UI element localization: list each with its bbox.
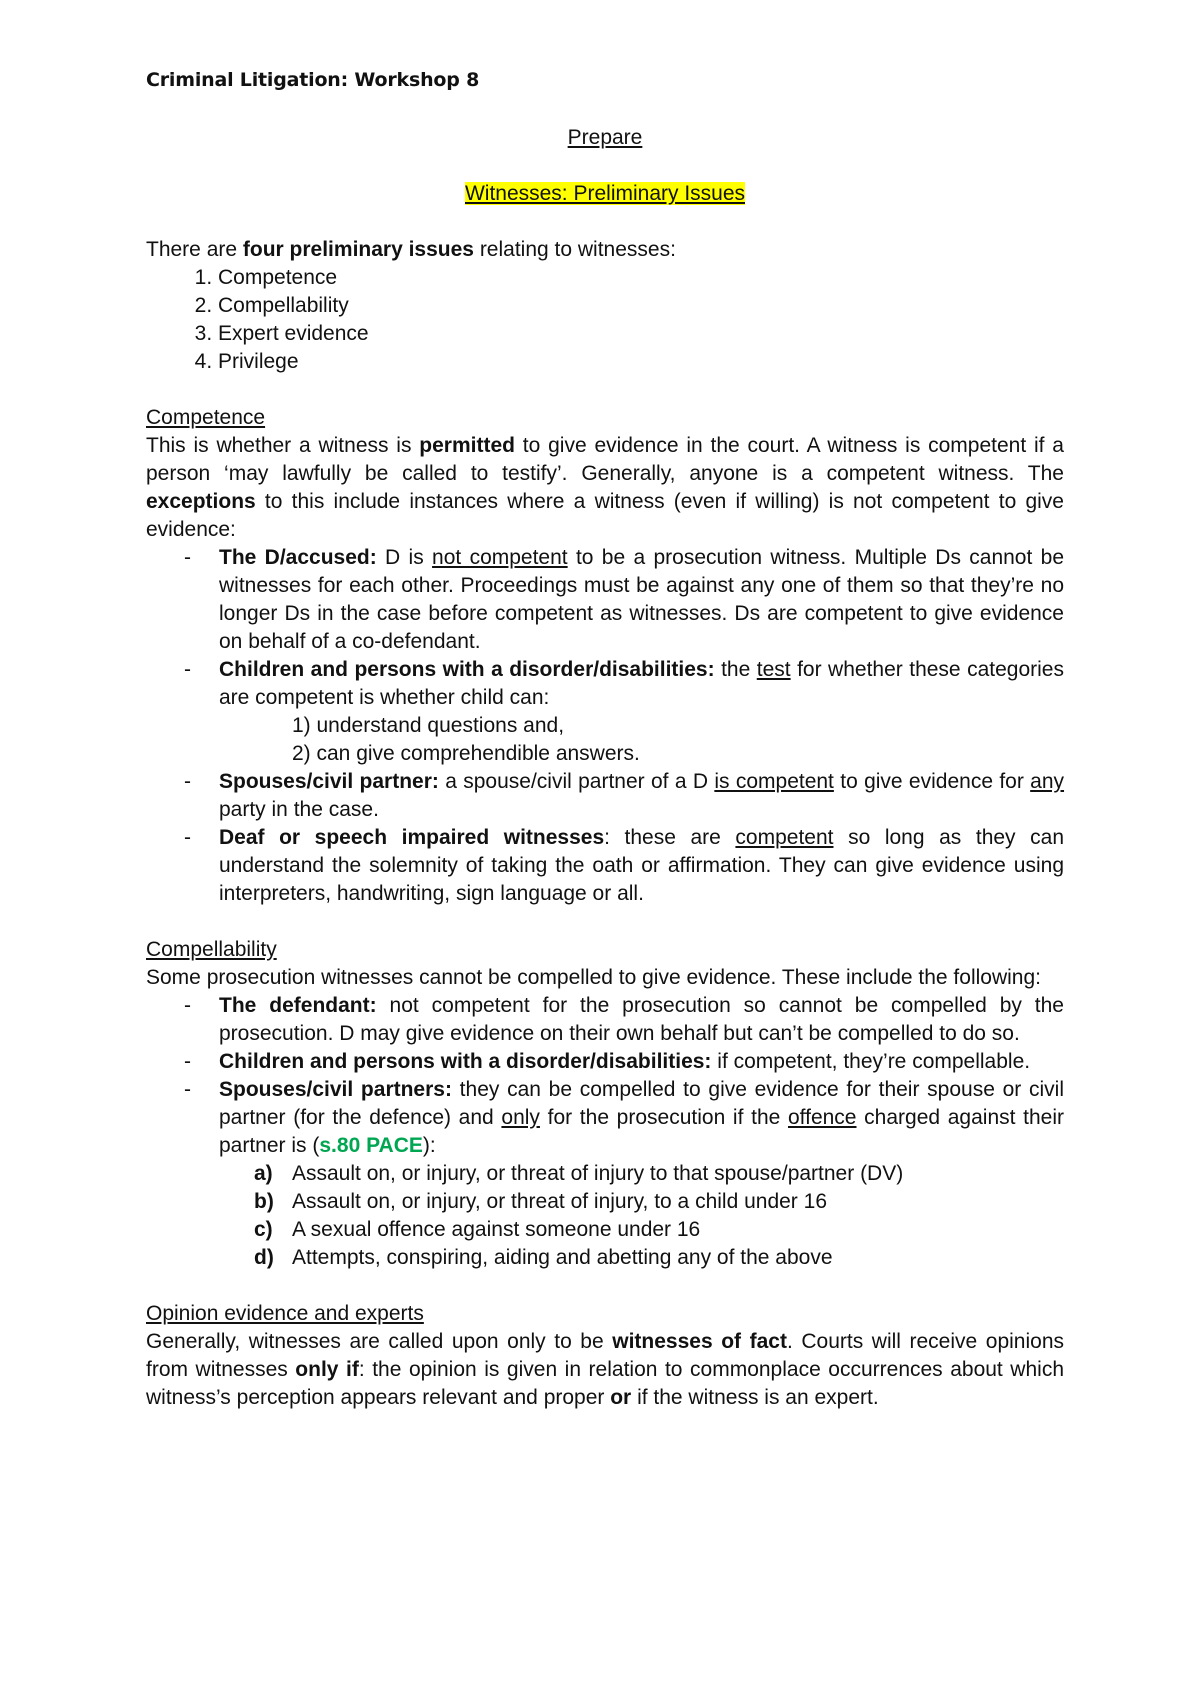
compellability-list (146, 992, 1064, 1160)
sub-item: 2) can give comprehendible answers. (292, 742, 640, 765)
list-item: 3. Expert evidence (218, 320, 1064, 348)
topic-title-text: Witnesses: Preliminary Issues (464, 182, 746, 205)
competence-exceptions-list (146, 544, 1064, 908)
compellability-paragraph: Some prosecution witnesses cannot be compelled to give evidence. These include the following: (146, 966, 1041, 989)
sub-item: 1) understand questions and, (292, 714, 565, 737)
prepare-heading (146, 124, 1064, 152)
list-item: - Children and persons with a disorder/disabilities: if competent, they’re compellable. (146, 1048, 1064, 1076)
statute-reference: s.80 PACE (319, 1134, 423, 1157)
list-item: d) Attempts, conspiring, aiding and abetting any of the above (254, 1246, 833, 1269)
document-header: Criminal Litigation: Workshop 8 (146, 69, 480, 91)
list-item: - The defendant: not competent for the prosecution so cannot be compelled by the prosecution. D may give evidence on their own behalf but can’t be compelled to do so. (146, 992, 1064, 1048)
list-item: 4. Privilege (218, 348, 1064, 376)
opinion-title: Opinion evidence and experts (146, 1302, 424, 1325)
competence-paragraph: This is whether a witness is permitted to give evidence in the court. A witness is competent if a person ‘may lawfully be called to testify’. Generally, anyone is a competent witness. The exceptions to this include instances where a witness (even if willing) is not competent to give evidence: (146, 434, 1064, 541)
list-item: c) A sexual offence against someone under 16 (254, 1218, 701, 1241)
issues-list (146, 264, 1064, 376)
competence-title: Competence (146, 406, 266, 429)
list-item: - Children and persons with a disorder/disabilities: the test for whether these categories are competent is whether child can: 1) understand questions and, 2) can give comprehendible answers. (146, 656, 1064, 768)
prepare-label: Prepare (567, 126, 643, 149)
list-item: - The D/accused: D is not competent to be a prosecution witness. Multiple Ds cannot be witnesses for each other. Proceedings must be against any one of them so that they’re no longer Ds in the case before competent as witnesses. Ds are competent to give evidence on behalf of a co-defendant. (146, 544, 1064, 656)
intro-paragraph: There are four preliminary issues relating to witnesses: (146, 238, 676, 261)
compellability-title: Compellability (146, 938, 277, 961)
offences-list (146, 1160, 1064, 1272)
opinion-paragraph: Generally, witnesses are called upon only to be witnesses of fact. Courts will receive opinions from witnesses only if: the opinion is given in relation to commonplace occurrences about which witness’s perception appears relevant and proper or if the witness is an expert. (146, 1330, 1065, 1409)
topic-title (146, 180, 1064, 208)
list-item: a) Assault on, or injury, or threat of injury to that spouse/partner (DV) (254, 1162, 904, 1185)
list-item: - Deaf or speech impaired witnesses: these are competent so long as they can understand the solemnity of taking the oath or affirmation. They can give evidence using interpreters, handwriting, sign language or all. (146, 824, 1064, 908)
list-item: - Spouses/civil partner: a spouse/civil partner of a D is competent to give evidence for any party in the case. (146, 768, 1064, 824)
list-item: b) Assault on, or injury, or threat of injury, to a child under 16 (254, 1190, 827, 1213)
list-item: 2. Compellability (218, 292, 1064, 320)
list-item: - Spouses/civil partners: they can be compelled to give evidence for their spouse or civil partner (for the defence) and only for the prosecution if the offence charged against their partner is (s.80 PACE): (146, 1076, 1064, 1160)
list-item: 1. Competence (218, 264, 1064, 292)
